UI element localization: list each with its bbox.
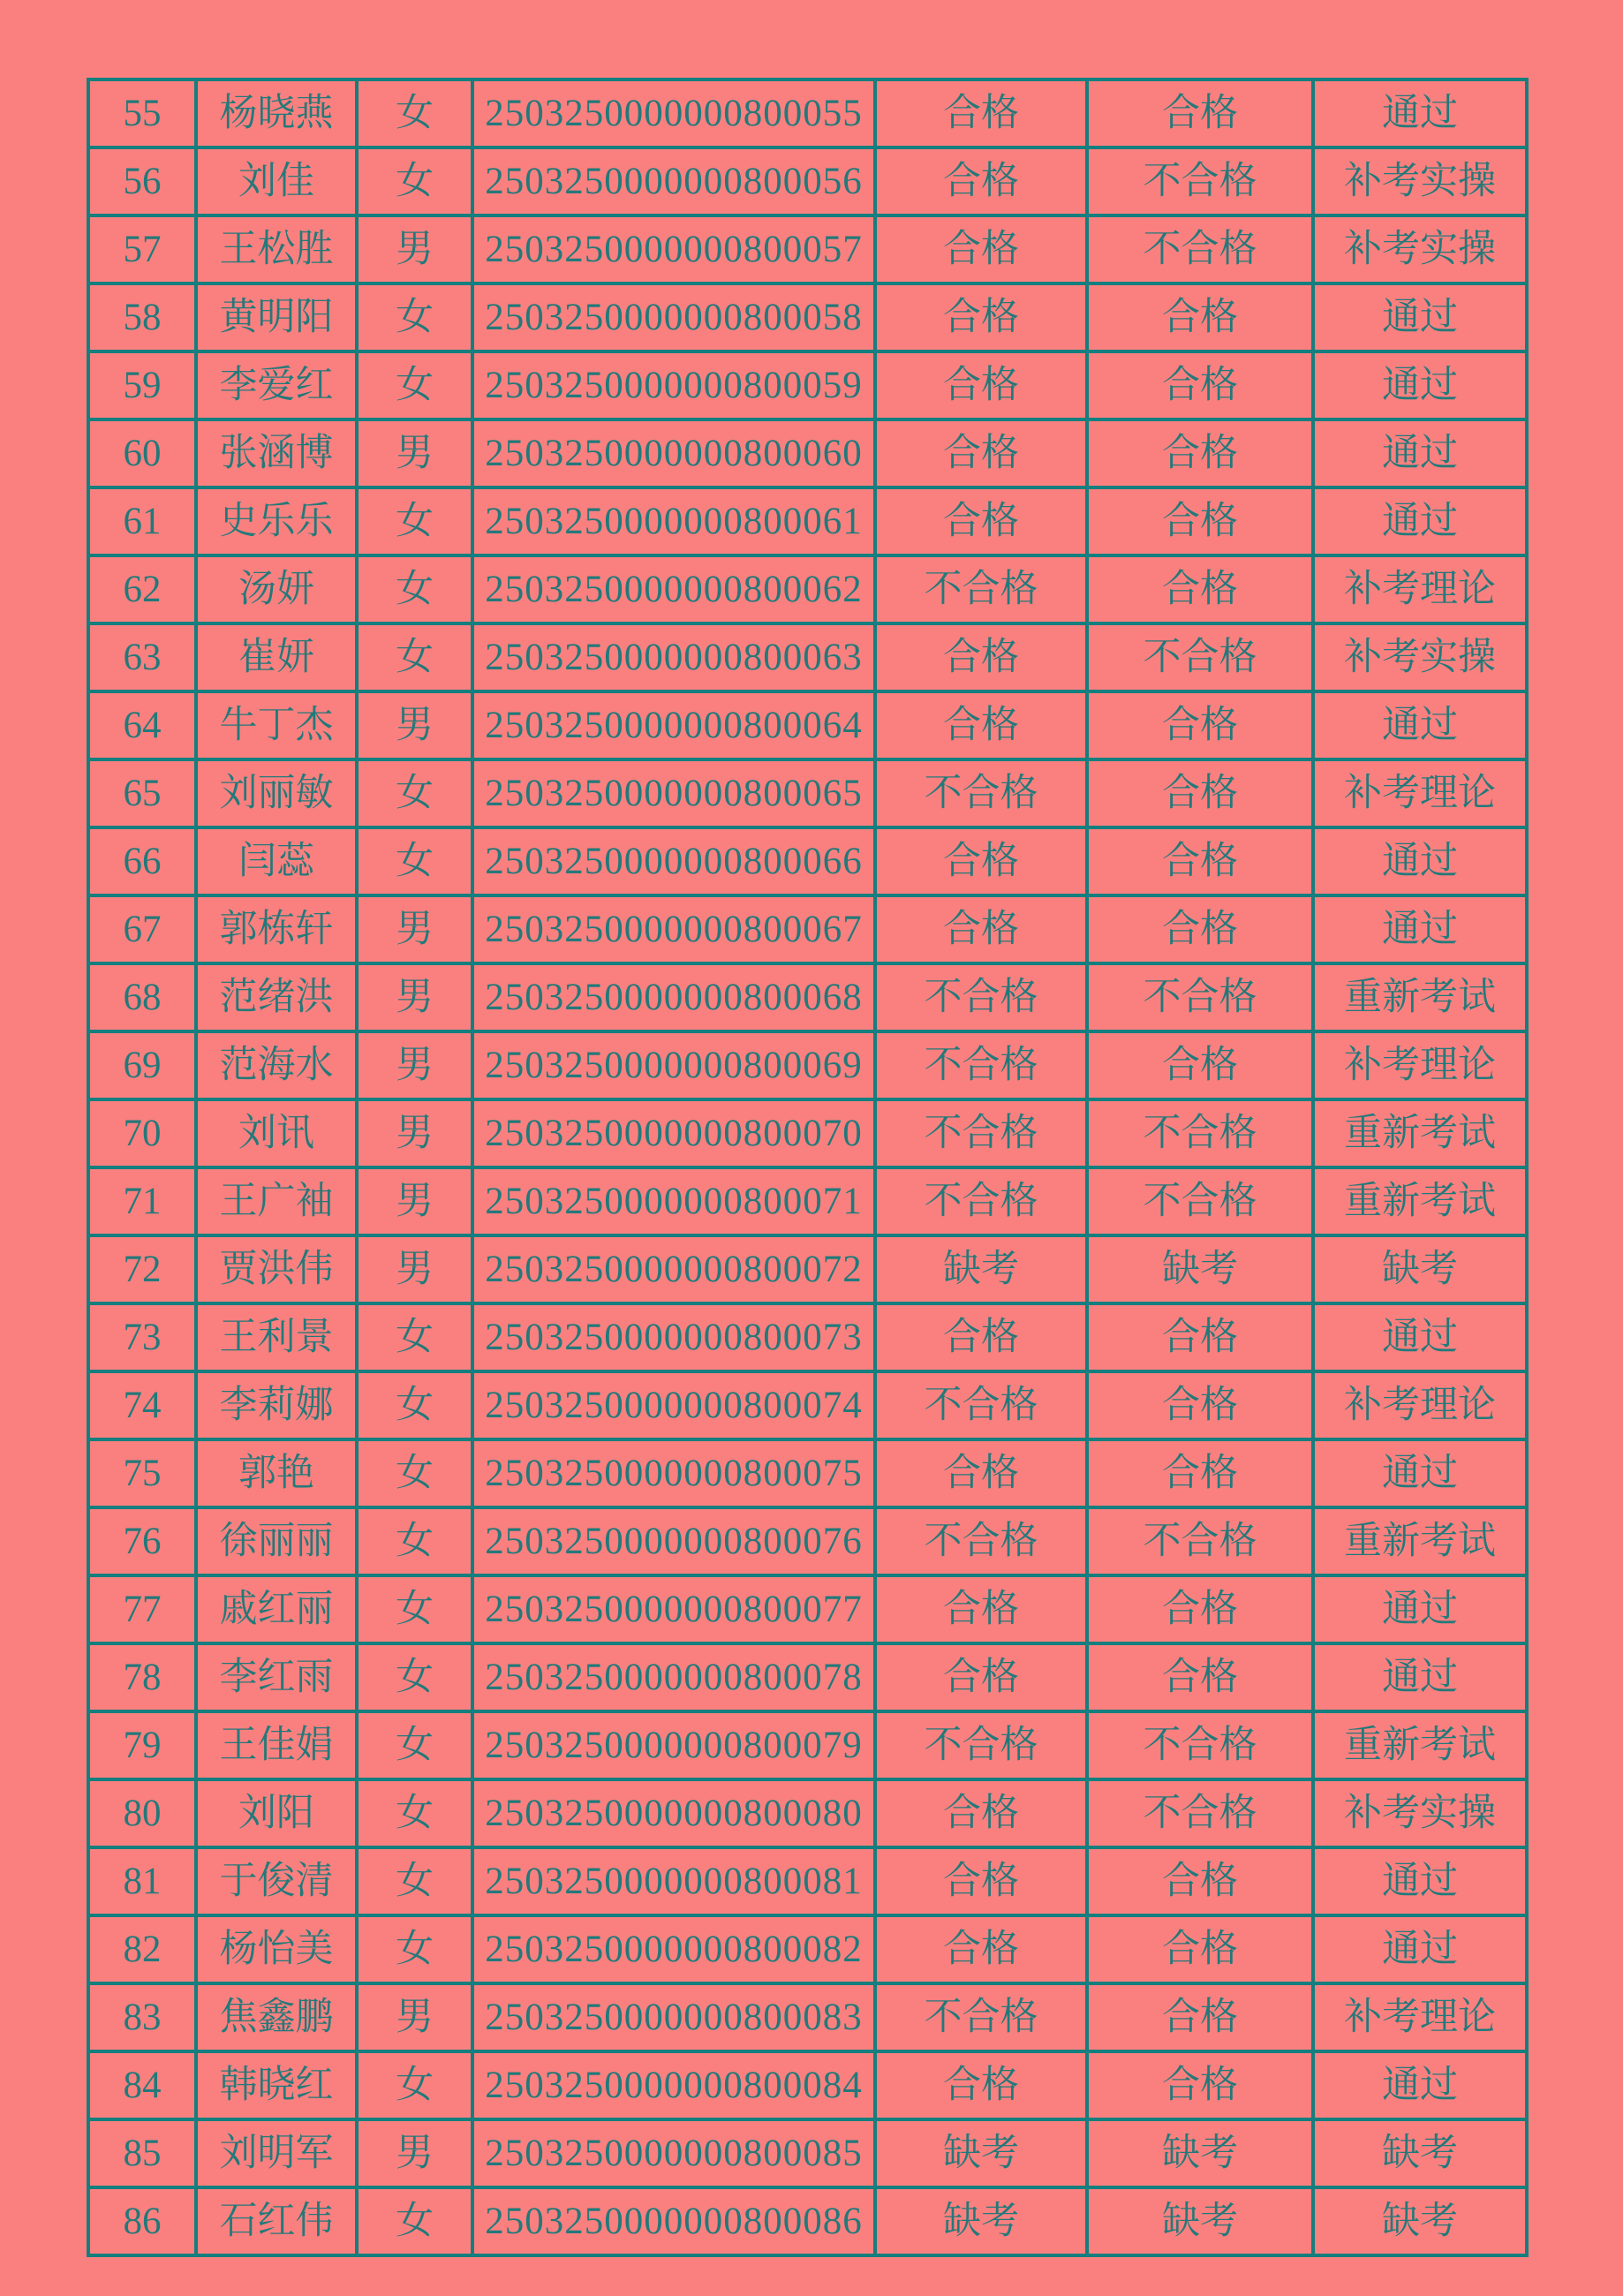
- table-row: [88, 1575, 1527, 1643]
- cell-gender: 女: [357, 623, 472, 691]
- cell-theory-result: 合格: [875, 351, 1087, 419]
- cell-gender: 女: [357, 1575, 472, 1643]
- cell-candidate-name: 戚红丽: [196, 1575, 357, 1643]
- cell-overall-result: 重新考试: [1313, 1711, 1527, 1779]
- cell-overall-result: 补考理论: [1313, 555, 1527, 623]
- cell-theory-result: 缺考: [875, 2119, 1087, 2187]
- cell-candidate-name: 范海水: [196, 1031, 357, 1099]
- cell-candidate-name: 于俊清: [196, 1847, 357, 1915]
- cell-candidate-name: 李莉娜: [196, 1371, 357, 1439]
- cell-practical-result: 缺考: [1087, 2187, 1313, 2255]
- cell-theory-result: 合格: [875, 79, 1087, 147]
- cell-practical-result: 合格: [1087, 1031, 1313, 1099]
- cell-overall-result: 通过: [1313, 1575, 1527, 1643]
- cell-exam-number: 2503250000000800079: [472, 1711, 875, 1779]
- cell-exam-number: 2503250000000800072: [472, 1235, 875, 1303]
- cell-overall-result: 通过: [1313, 79, 1527, 147]
- table-row: [88, 1983, 1527, 2051]
- cell-exam-number: 2503250000000800060: [472, 419, 875, 487]
- cell-candidate-name: 王佳娟: [196, 1711, 357, 1779]
- cell-overall-result: 重新考试: [1313, 1507, 1527, 1575]
- cell-serial-number: 59: [88, 351, 196, 419]
- cell-practical-result: 合格: [1087, 827, 1313, 895]
- cell-gender: 女: [357, 1779, 472, 1847]
- cell-overall-result: 补考理论: [1313, 759, 1527, 827]
- cell-overall-result: 重新考试: [1313, 963, 1527, 1031]
- cell-exam-number: 2503250000000800082: [472, 1915, 875, 1983]
- cell-practical-result: 缺考: [1087, 2119, 1313, 2187]
- cell-serial-number: 61: [88, 487, 196, 555]
- cell-serial-number: 62: [88, 555, 196, 623]
- cell-serial-number: 60: [88, 419, 196, 487]
- cell-overall-result: 通过: [1313, 419, 1527, 487]
- cell-overall-result: 通过: [1313, 895, 1527, 963]
- table-row: [88, 1235, 1527, 1303]
- table-row: [88, 1303, 1527, 1371]
- exam-results-table: [87, 78, 1529, 2257]
- cell-theory-result: 不合格: [875, 759, 1087, 827]
- cell-practical-result: 合格: [1087, 79, 1313, 147]
- cell-practical-result: 不合格: [1087, 1779, 1313, 1847]
- cell-practical-result: 不合格: [1087, 215, 1313, 283]
- cell-practical-result: 合格: [1087, 1915, 1313, 1983]
- cell-practical-result: 不合格: [1087, 1507, 1313, 1575]
- cell-theory-result: 不合格: [875, 1983, 1087, 2051]
- cell-gender: 女: [357, 1915, 472, 1983]
- cell-candidate-name: 焦鑫鹏: [196, 1983, 357, 2051]
- cell-serial-number: 64: [88, 691, 196, 759]
- cell-overall-result: 通过: [1313, 1303, 1527, 1371]
- table-row: [88, 1711, 1527, 1779]
- cell-serial-number: 56: [88, 147, 196, 215]
- cell-gender: 女: [357, 759, 472, 827]
- table-row: [88, 215, 1527, 283]
- table-row: [88, 827, 1527, 895]
- cell-exam-number: 2503250000000800076: [472, 1507, 875, 1575]
- cell-overall-result: 通过: [1313, 351, 1527, 419]
- cell-candidate-name: 贾洪伟: [196, 1235, 357, 1303]
- cell-serial-number: 55: [88, 79, 196, 147]
- cell-serial-number: 79: [88, 1711, 196, 1779]
- cell-practical-result: 合格: [1087, 1643, 1313, 1711]
- cell-overall-result: 补考实操: [1313, 623, 1527, 691]
- cell-candidate-name: 郭栋轩: [196, 895, 357, 963]
- cell-theory-result: 合格: [875, 419, 1087, 487]
- cell-gender: 女: [357, 2187, 472, 2255]
- cell-candidate-name: 郭艳: [196, 1439, 357, 1507]
- cell-candidate-name: 王广袖: [196, 1167, 357, 1235]
- cell-exam-number: 2503250000000800055: [472, 79, 875, 147]
- cell-theory-result: 不合格: [875, 1711, 1087, 1779]
- cell-exam-number: 2503250000000800081: [472, 1847, 875, 1915]
- cell-candidate-name: 杨晓燕: [196, 79, 357, 147]
- table-row: [88, 2119, 1527, 2187]
- cell-candidate-name: 石红伟: [196, 2187, 357, 2255]
- cell-practical-result: 合格: [1087, 1303, 1313, 1371]
- cell-overall-result: 补考实操: [1313, 215, 1527, 283]
- table-row: [88, 1167, 1527, 1235]
- cell-theory-result: 不合格: [875, 1099, 1087, 1167]
- table-row: [88, 623, 1527, 691]
- cell-practical-result: 合格: [1087, 2051, 1313, 2119]
- cell-exam-number: 2503250000000800056: [472, 147, 875, 215]
- cell-gender: 男: [357, 1031, 472, 1099]
- table-row: [88, 1439, 1527, 1507]
- cell-practical-result: 不合格: [1087, 1167, 1313, 1235]
- cell-practical-result: 合格: [1087, 283, 1313, 351]
- cell-theory-result: 合格: [875, 1439, 1087, 1507]
- cell-overall-result: 补考理论: [1313, 1983, 1527, 2051]
- cell-theory-result: 合格: [875, 827, 1087, 895]
- cell-gender: 女: [357, 1371, 472, 1439]
- table-row: [88, 283, 1527, 351]
- cell-exam-number: 2503250000000800069: [472, 1031, 875, 1099]
- cell-gender: 女: [357, 351, 472, 419]
- cell-gender: 女: [357, 1507, 472, 1575]
- cell-candidate-name: 刘阳: [196, 1779, 357, 1847]
- cell-overall-result: 通过: [1313, 1643, 1527, 1711]
- table-row: [88, 1643, 1527, 1711]
- cell-gender: 男: [357, 2119, 472, 2187]
- table-row: [88, 351, 1527, 419]
- table-row: [88, 1031, 1527, 1099]
- cell-theory-result: 不合格: [875, 1371, 1087, 1439]
- cell-exam-number: 2503250000000800073: [472, 1303, 875, 1371]
- cell-candidate-name: 刘明军: [196, 2119, 357, 2187]
- cell-candidate-name: 刘讯: [196, 1099, 357, 1167]
- cell-practical-result: 不合格: [1087, 1711, 1313, 1779]
- cell-exam-number: 2503250000000800066: [472, 827, 875, 895]
- cell-serial-number: 84: [88, 2051, 196, 2119]
- cell-theory-result: 不合格: [875, 1507, 1087, 1575]
- cell-overall-result: 补考理论: [1313, 1031, 1527, 1099]
- cell-candidate-name: 牛丁杰: [196, 691, 357, 759]
- cell-theory-result: 不合格: [875, 1031, 1087, 1099]
- cell-theory-result: 合格: [875, 1303, 1087, 1371]
- cell-serial-number: 83: [88, 1983, 196, 2051]
- cell-overall-result: 缺考: [1313, 2187, 1527, 2255]
- table-row: [88, 2187, 1527, 2255]
- cell-gender: 女: [357, 147, 472, 215]
- cell-serial-number: 63: [88, 623, 196, 691]
- cell-theory-result: 合格: [875, 1915, 1087, 1983]
- cell-practical-result: 合格: [1087, 419, 1313, 487]
- table-row: [88, 691, 1527, 759]
- cell-theory-result: 合格: [875, 1643, 1087, 1711]
- cell-gender: 女: [357, 487, 472, 555]
- table-row: [88, 419, 1527, 487]
- cell-serial-number: 78: [88, 1643, 196, 1711]
- cell-overall-result: 重新考试: [1313, 1167, 1527, 1235]
- cell-gender: 女: [357, 283, 472, 351]
- cell-overall-result: 补考实操: [1313, 147, 1527, 215]
- cell-practical-result: 合格: [1087, 1371, 1313, 1439]
- cell-overall-result: 补考实操: [1313, 1779, 1527, 1847]
- cell-overall-result: 补考理论: [1313, 1371, 1527, 1439]
- cell-overall-result: 通过: [1313, 1847, 1527, 1915]
- cell-theory-result: 缺考: [875, 2187, 1087, 2255]
- cell-overall-result: 通过: [1313, 1915, 1527, 1983]
- cell-candidate-name: 闫蕊: [196, 827, 357, 895]
- cell-practical-result: 合格: [1087, 1847, 1313, 1915]
- cell-candidate-name: 韩晓红: [196, 2051, 357, 2119]
- table-row: [88, 487, 1527, 555]
- cell-overall-result: 缺考: [1313, 1235, 1527, 1303]
- cell-gender: 女: [357, 79, 472, 147]
- cell-gender: 男: [357, 895, 472, 963]
- cell-serial-number: 75: [88, 1439, 196, 1507]
- cell-practical-result: 合格: [1087, 691, 1313, 759]
- cell-serial-number: 69: [88, 1031, 196, 1099]
- cell-gender: 男: [357, 1235, 472, 1303]
- cell-overall-result: 通过: [1313, 2051, 1527, 2119]
- cell-theory-result: 合格: [875, 1575, 1087, 1643]
- cell-serial-number: 71: [88, 1167, 196, 1235]
- cell-exam-number: 2503250000000800085: [472, 2119, 875, 2187]
- cell-candidate-name: 杨怡美: [196, 1915, 357, 1983]
- table-row: [88, 2051, 1527, 2119]
- cell-theory-result: 不合格: [875, 963, 1087, 1031]
- table-row: [88, 1847, 1527, 1915]
- cell-gender: 女: [357, 1847, 472, 1915]
- cell-theory-result: 合格: [875, 895, 1087, 963]
- cell-exam-number: 2503250000000800074: [472, 1371, 875, 1439]
- cell-candidate-name: 汤妍: [196, 555, 357, 623]
- cell-exam-number: 2503250000000800058: [472, 283, 875, 351]
- cell-theory-result: 合格: [875, 1847, 1087, 1915]
- table-row: [88, 1507, 1527, 1575]
- cell-practical-result: 不合格: [1087, 963, 1313, 1031]
- cell-candidate-name: 黄明阳: [196, 283, 357, 351]
- cell-overall-result: 重新考试: [1313, 1099, 1527, 1167]
- cell-gender: 女: [357, 555, 472, 623]
- table-row: [88, 759, 1527, 827]
- cell-candidate-name: 王利景: [196, 1303, 357, 1371]
- cell-serial-number: 58: [88, 283, 196, 351]
- cell-serial-number: 76: [88, 1507, 196, 1575]
- cell-overall-result: 通过: [1313, 1439, 1527, 1507]
- cell-serial-number: 73: [88, 1303, 196, 1371]
- cell-practical-result: 不合格: [1087, 1099, 1313, 1167]
- cell-theory-result: 合格: [875, 1779, 1087, 1847]
- cell-theory-result: 合格: [875, 147, 1087, 215]
- cell-exam-number: 2503250000000800067: [472, 895, 875, 963]
- cell-gender: 男: [357, 1167, 472, 1235]
- cell-theory-result: 合格: [875, 2051, 1087, 2119]
- table-row: [88, 147, 1527, 215]
- cell-practical-result: 合格: [1087, 487, 1313, 555]
- cell-serial-number: 80: [88, 1779, 196, 1847]
- cell-serial-number: 67: [88, 895, 196, 963]
- cell-exam-number: 2503250000000800062: [472, 555, 875, 623]
- cell-exam-number: 2503250000000800080: [472, 1779, 875, 1847]
- cell-gender: 男: [357, 691, 472, 759]
- cell-practical-result: 合格: [1087, 759, 1313, 827]
- cell-overall-result: 通过: [1313, 487, 1527, 555]
- cell-gender: 女: [357, 1711, 472, 1779]
- cell-serial-number: 77: [88, 1575, 196, 1643]
- cell-serial-number: 65: [88, 759, 196, 827]
- exam-results-table-body: [88, 79, 1527, 2255]
- cell-exam-number: 2503250000000800071: [472, 1167, 875, 1235]
- cell-overall-result: 缺考: [1313, 2119, 1527, 2187]
- cell-gender: 男: [357, 215, 472, 283]
- cell-theory-result: 合格: [875, 283, 1087, 351]
- cell-gender: 女: [357, 1643, 472, 1711]
- cell-practical-result: 不合格: [1087, 623, 1313, 691]
- exam-results-table-container: [87, 78, 1525, 2257]
- cell-practical-result: 合格: [1087, 1439, 1313, 1507]
- cell-candidate-name: 李红雨: [196, 1643, 357, 1711]
- cell-serial-number: 74: [88, 1371, 196, 1439]
- cell-serial-number: 68: [88, 963, 196, 1031]
- cell-practical-result: 合格: [1087, 895, 1313, 963]
- cell-practical-result: 合格: [1087, 1575, 1313, 1643]
- cell-overall-result: 通过: [1313, 827, 1527, 895]
- table-row: [88, 1099, 1527, 1167]
- cell-theory-result: 缺考: [875, 1235, 1087, 1303]
- cell-overall-result: 通过: [1313, 283, 1527, 351]
- cell-exam-number: 2503250000000800070: [472, 1099, 875, 1167]
- cell-exam-number: 2503250000000800057: [472, 215, 875, 283]
- cell-practical-result: 合格: [1087, 1983, 1313, 2051]
- cell-exam-number: 2503250000000800065: [472, 759, 875, 827]
- cell-serial-number: 57: [88, 215, 196, 283]
- cell-candidate-name: 刘丽敏: [196, 759, 357, 827]
- cell-theory-result: 合格: [875, 691, 1087, 759]
- table-row: [88, 895, 1527, 963]
- cell-theory-result: 合格: [875, 623, 1087, 691]
- table-row: [88, 963, 1527, 1031]
- cell-gender: 男: [357, 419, 472, 487]
- cell-theory-result: 合格: [875, 487, 1087, 555]
- table-row: [88, 1779, 1527, 1847]
- cell-gender: 女: [357, 827, 472, 895]
- cell-candidate-name: 徐丽丽: [196, 1507, 357, 1575]
- table-row: [88, 555, 1527, 623]
- cell-gender: 女: [357, 1439, 472, 1507]
- cell-exam-number: 2503250000000800064: [472, 691, 875, 759]
- cell-gender: 男: [357, 1099, 472, 1167]
- cell-serial-number: 70: [88, 1099, 196, 1167]
- cell-serial-number: 85: [88, 2119, 196, 2187]
- cell-practical-result: 合格: [1087, 351, 1313, 419]
- cell-serial-number: 86: [88, 2187, 196, 2255]
- cell-exam-number: 2503250000000800061: [472, 487, 875, 555]
- cell-exam-number: 2503250000000800086: [472, 2187, 875, 2255]
- cell-exam-number: 2503250000000800078: [472, 1643, 875, 1711]
- cell-exam-number: 2503250000000800075: [472, 1439, 875, 1507]
- cell-gender: 男: [357, 1983, 472, 2051]
- cell-theory-result: 不合格: [875, 1167, 1087, 1235]
- table-row: [88, 1915, 1527, 1983]
- cell-theory-result: 不合格: [875, 555, 1087, 623]
- cell-gender: 女: [357, 2051, 472, 2119]
- cell-practical-result: 缺考: [1087, 1235, 1313, 1303]
- cell-practical-result: 不合格: [1087, 147, 1313, 215]
- cell-exam-number: 2503250000000800059: [472, 351, 875, 419]
- cell-serial-number: 72: [88, 1235, 196, 1303]
- cell-overall-result: 通过: [1313, 691, 1527, 759]
- cell-exam-number: 2503250000000800084: [472, 2051, 875, 2119]
- cell-exam-number: 2503250000000800077: [472, 1575, 875, 1643]
- cell-practical-result: 合格: [1087, 555, 1313, 623]
- cell-candidate-name: 史乐乐: [196, 487, 357, 555]
- cell-gender: 男: [357, 963, 472, 1031]
- cell-serial-number: 81: [88, 1847, 196, 1915]
- cell-candidate-name: 崔妍: [196, 623, 357, 691]
- cell-candidate-name: 王松胜: [196, 215, 357, 283]
- cell-theory-result: 合格: [875, 215, 1087, 283]
- table-row: [88, 1371, 1527, 1439]
- cell-candidate-name: 范绪洪: [196, 963, 357, 1031]
- cell-exam-number: 2503250000000800068: [472, 963, 875, 1031]
- cell-candidate-name: 刘佳: [196, 147, 357, 215]
- cell-serial-number: 82: [88, 1915, 196, 1983]
- cell-serial-number: 66: [88, 827, 196, 895]
- cell-gender: 女: [357, 1303, 472, 1371]
- cell-candidate-name: 张涵博: [196, 419, 357, 487]
- cell-candidate-name: 李爱红: [196, 351, 357, 419]
- cell-exam-number: 2503250000000800063: [472, 623, 875, 691]
- cell-exam-number: 2503250000000800083: [472, 1983, 875, 2051]
- table-row: [88, 79, 1527, 147]
